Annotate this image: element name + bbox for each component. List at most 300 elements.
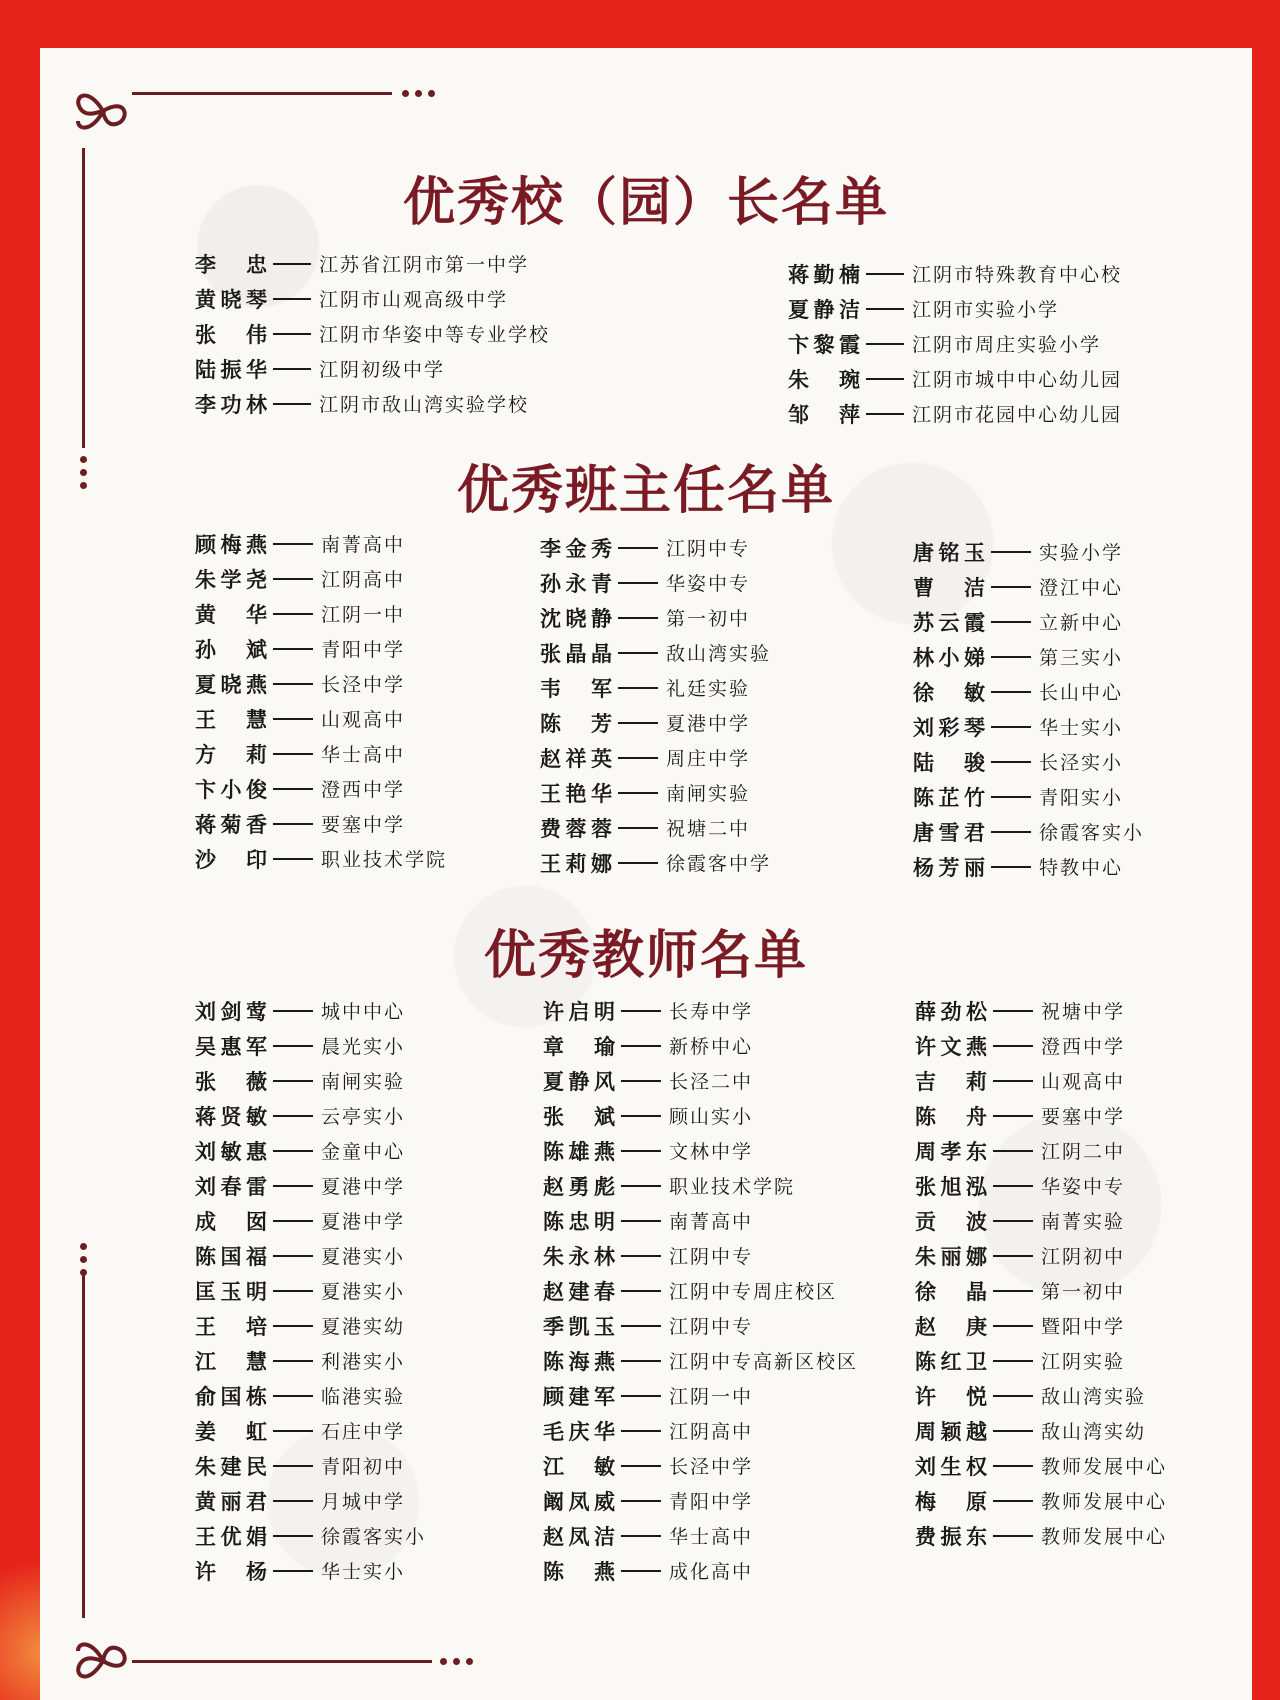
list-item (543, 1483, 858, 1518)
person-name: 王 培 (195, 1314, 267, 1339)
person-name: 朱 琬 (788, 367, 860, 392)
list-item (915, 1378, 1167, 1413)
school-name: 云亭实小 (321, 1106, 406, 1128)
school-name: 江阴初级中学 (319, 359, 446, 381)
em-dash-separator (866, 308, 904, 310)
bottom-rule (132, 1660, 432, 1663)
list-item (913, 534, 1144, 569)
em-dash-separator (621, 1290, 661, 1292)
person-name: 许启明 (543, 999, 615, 1024)
teachers-column-3 (915, 993, 1167, 1553)
school-name: 祝塘二中 (666, 818, 751, 840)
em-dash-separator (991, 621, 1031, 623)
list-item (915, 1203, 1167, 1238)
person-name: 赵勇彪 (543, 1174, 615, 1199)
person-name: 费蓉蓉 (540, 816, 612, 841)
list-item (195, 1063, 426, 1098)
list-item (915, 993, 1167, 1028)
em-dash-separator (866, 343, 904, 345)
school-name: 江苏省江阴市第一中学 (319, 254, 530, 276)
person-name: 张 斌 (543, 1104, 615, 1129)
school-name: 暨阳中学 (1041, 1316, 1126, 1338)
school-name: 立新中心 (1039, 612, 1124, 634)
list-item (543, 1553, 858, 1588)
em-dash-separator (273, 263, 311, 265)
school-name: 江阴中专周庄校区 (669, 1281, 838, 1303)
school-name: 青阳中学 (669, 1491, 754, 1513)
list-item (543, 1448, 858, 1483)
list-item (195, 1518, 426, 1553)
em-dash-separator (273, 403, 311, 405)
em-dash-separator (621, 1220, 661, 1222)
em-dash-separator (991, 831, 1031, 833)
school-name: 江阴二中 (1041, 1141, 1126, 1163)
school-name: 夏港实小 (321, 1281, 406, 1303)
em-dash-separator (621, 1535, 661, 1537)
person-name: 陈雄燕 (543, 1139, 615, 1164)
school-name: 城中中心 (321, 1001, 406, 1023)
em-dash-separator (993, 1535, 1033, 1537)
school-name: 夏港实幼 (321, 1316, 406, 1338)
person-name: 陈忠明 (543, 1209, 615, 1234)
school-name: 澄西中学 (321, 779, 406, 801)
person-name: 沈晓静 (540, 606, 612, 631)
person-name: 成 囡 (195, 1209, 267, 1234)
em-dash-separator (618, 722, 658, 724)
list-item (195, 806, 447, 841)
person-name: 李 忠 (195, 252, 267, 277)
flourish-bottom-left-icon (68, 1626, 138, 1696)
list-item (195, 1238, 426, 1273)
em-dash-separator (993, 1115, 1033, 1117)
em-dash-separator (618, 757, 658, 759)
person-name: 顾建军 (543, 1384, 615, 1409)
em-dash-separator (621, 1465, 661, 1467)
person-name: 韦 军 (540, 676, 612, 701)
school-name: 教师发展中心 (1041, 1526, 1168, 1548)
em-dash-separator (273, 1465, 313, 1467)
person-name: 蒋勤楠 (788, 262, 860, 287)
list-item (543, 1098, 858, 1133)
person-name: 曹 洁 (913, 575, 985, 600)
person-name: 阚凤威 (543, 1489, 615, 1514)
school-name: 教师发展中心 (1041, 1456, 1168, 1478)
top-rule (132, 92, 392, 95)
school-name: 教师发展中心 (1041, 1491, 1168, 1513)
school-name: 江阴中专高新区校区 (669, 1351, 859, 1373)
em-dash-separator (273, 1185, 313, 1187)
em-dash-separator (618, 862, 658, 864)
list-item (788, 396, 1122, 431)
school-name: 江阴实验 (1041, 1351, 1126, 1373)
list-item (195, 841, 447, 876)
em-dash-separator (273, 1220, 313, 1222)
list-item (543, 1133, 858, 1168)
person-name: 王艳华 (540, 781, 612, 806)
em-dash-separator (991, 866, 1031, 868)
school-name: 江阴市周庄实验小学 (912, 334, 1102, 356)
list-item (543, 1378, 858, 1413)
person-name: 章 瑜 (543, 1034, 615, 1059)
list-item (543, 1028, 858, 1063)
em-dash-separator (621, 1500, 661, 1502)
list-item (195, 1448, 426, 1483)
school-name: 南菁高中 (669, 1211, 754, 1233)
school-name: 华士高中 (321, 744, 406, 766)
bottom-rule-dots (440, 1658, 473, 1665)
list-item (915, 1483, 1167, 1518)
list-item (913, 674, 1144, 709)
person-name: 匡玉明 (195, 1279, 267, 1304)
list-item (915, 1308, 1167, 1343)
school-name: 长泾二中 (669, 1071, 754, 1093)
em-dash-separator (273, 648, 313, 650)
list-item (915, 1028, 1167, 1063)
em-dash-separator (618, 792, 658, 794)
person-name: 陈海燕 (543, 1349, 615, 1374)
list-item (540, 670, 771, 705)
list-item (915, 1273, 1167, 1308)
em-dash-separator (273, 1115, 313, 1117)
school-name: 澄西中学 (1041, 1036, 1126, 1058)
list-item (540, 530, 771, 565)
person-name: 吴惠军 (195, 1034, 267, 1059)
list-item (540, 810, 771, 845)
principals-right-column (788, 256, 1122, 431)
list-item (543, 1063, 858, 1098)
school-name: 南菁高中 (321, 534, 406, 556)
person-name: 顾梅燕 (195, 532, 267, 557)
person-name: 周孝东 (915, 1139, 987, 1164)
list-item (540, 635, 771, 670)
em-dash-separator (273, 1255, 313, 1257)
list-item (195, 596, 447, 631)
list-item (913, 569, 1144, 604)
person-name: 孙永青 (540, 571, 612, 596)
person-name: 李功林 (195, 392, 267, 417)
person-name: 王莉娜 (540, 851, 612, 876)
school-name: 第一初中 (666, 608, 751, 630)
school-name: 敌山湾实验 (666, 643, 772, 665)
list-item (195, 1098, 426, 1133)
school-name: 山观高中 (321, 709, 406, 731)
person-name: 刘生权 (915, 1454, 987, 1479)
person-name: 卞黎霞 (788, 332, 860, 357)
list-item (195, 561, 447, 596)
em-dash-separator (991, 551, 1031, 553)
em-dash-separator (621, 1360, 661, 1362)
school-name: 华士高中 (669, 1526, 754, 1548)
person-name: 江 敏 (543, 1454, 615, 1479)
em-dash-separator (993, 1010, 1033, 1012)
em-dash-separator (273, 1360, 313, 1362)
school-name: 江阴高中 (669, 1421, 754, 1443)
school-name: 长山中心 (1039, 682, 1124, 704)
school-name: 临港实验 (321, 1386, 406, 1408)
em-dash-separator (273, 368, 311, 370)
person-name: 朱建民 (195, 1454, 267, 1479)
school-name: 江阴市城中中心幼儿园 (912, 369, 1123, 391)
em-dash-separator (273, 1535, 313, 1537)
list-item (540, 845, 771, 880)
em-dash-separator (993, 1360, 1033, 1362)
person-name: 吉 莉 (915, 1069, 987, 1094)
em-dash-separator (993, 1255, 1033, 1257)
person-name: 黄丽君 (195, 1489, 267, 1514)
list-item (913, 604, 1144, 639)
em-dash-separator (621, 1430, 661, 1432)
class-teachers-title: 优秀班主任名单 (456, 460, 835, 521)
person-name: 卞小俊 (195, 777, 267, 802)
em-dash-separator (621, 1185, 661, 1187)
person-name: 孙 斌 (195, 637, 267, 662)
school-name: 夏港中学 (321, 1176, 406, 1198)
person-name: 蒋贤敏 (195, 1104, 267, 1129)
list-item (195, 351, 550, 386)
list-item (195, 281, 550, 316)
list-item (915, 1063, 1167, 1098)
em-dash-separator (273, 1430, 313, 1432)
em-dash-separator (273, 613, 313, 615)
list-item (915, 1238, 1167, 1273)
school-name: 江阴市华姿中等专业学校 (319, 324, 551, 346)
person-name: 王 慧 (195, 707, 267, 732)
school-name: 南闸实验 (666, 783, 751, 805)
school-name: 南菁实验 (1041, 1211, 1126, 1233)
em-dash-separator (273, 543, 313, 545)
person-name: 方 莉 (195, 742, 267, 767)
person-name: 徐 敏 (913, 680, 985, 705)
em-dash-separator (273, 823, 313, 825)
person-name: 薛劲松 (915, 999, 987, 1024)
em-dash-separator (273, 1395, 313, 1397)
person-name: 朱学尧 (195, 567, 267, 592)
list-item (195, 771, 447, 806)
school-name: 成化高中 (669, 1561, 754, 1583)
person-name: 李金秀 (540, 536, 612, 561)
list-item (195, 631, 447, 666)
list-item (195, 1483, 426, 1518)
list-item (195, 1273, 426, 1308)
school-name: 长泾实小 (1039, 752, 1124, 774)
school-name: 月城中学 (321, 1491, 406, 1513)
em-dash-separator (273, 1080, 313, 1082)
school-name: 江阴中专 (666, 538, 751, 560)
school-name: 夏港中学 (321, 1211, 406, 1233)
school-name: 利港实小 (321, 1351, 406, 1373)
class-teachers-column-2 (540, 530, 771, 880)
list-item (913, 639, 1144, 674)
list-item (543, 1518, 858, 1553)
school-name: 实验小学 (1039, 542, 1124, 564)
em-dash-separator (993, 1395, 1033, 1397)
list-item (195, 1133, 426, 1168)
em-dash-separator (618, 652, 658, 654)
em-dash-separator (993, 1045, 1033, 1047)
school-name: 江阴市山观高级中学 (319, 289, 509, 311)
left-rule-bottom (82, 1273, 85, 1618)
em-dash-separator (273, 578, 313, 580)
em-dash-separator (866, 378, 904, 380)
person-name: 刘彩琴 (913, 715, 985, 740)
person-name: 赵 庚 (915, 1314, 987, 1339)
person-name: 陈芷竹 (913, 785, 985, 810)
em-dash-separator (991, 761, 1031, 763)
list-item (915, 1168, 1167, 1203)
em-dash-separator (993, 1290, 1033, 1292)
document-page (40, 48, 1252, 1700)
list-item (543, 1308, 858, 1343)
school-name: 江阴中专 (669, 1246, 754, 1268)
person-name: 张晶晶 (540, 641, 612, 666)
school-name: 江阴初中 (1041, 1246, 1126, 1268)
school-name: 华士实小 (1039, 717, 1124, 739)
em-dash-separator (621, 1150, 661, 1152)
person-name: 陈 芳 (540, 711, 612, 736)
list-item (915, 1133, 1167, 1168)
em-dash-separator (621, 1010, 661, 1012)
school-name: 徐霞客中学 (666, 853, 772, 875)
em-dash-separator (621, 1080, 661, 1082)
list-item (913, 779, 1144, 814)
list-item (195, 666, 447, 701)
list-item (195, 1308, 426, 1343)
person-name: 蒋菊香 (195, 812, 267, 837)
em-dash-separator (993, 1150, 1033, 1152)
school-name: 华姿中专 (666, 573, 751, 595)
em-dash-separator (621, 1325, 661, 1327)
em-dash-separator (618, 547, 658, 549)
person-name: 许 悦 (915, 1384, 987, 1409)
list-item (195, 736, 447, 771)
em-dash-separator (621, 1115, 661, 1117)
em-dash-separator (991, 796, 1031, 798)
list-item (195, 246, 550, 281)
em-dash-separator (993, 1325, 1033, 1327)
school-name: 南闸实验 (321, 1071, 406, 1093)
list-item (543, 1413, 858, 1448)
school-name: 江阴中专 (669, 1316, 754, 1338)
list-item (540, 565, 771, 600)
school-name: 江阴市特殊教育中心校 (912, 264, 1123, 286)
school-name: 祝塘中学 (1041, 1001, 1126, 1023)
person-name: 夏静风 (543, 1069, 615, 1094)
school-name: 周庄中学 (666, 748, 751, 770)
person-name: 夏静洁 (788, 297, 860, 322)
school-name: 江阴高中 (321, 569, 406, 591)
school-name: 江阴一中 (669, 1386, 754, 1408)
person-name: 朱丽娜 (915, 1244, 987, 1269)
teachers-title: 优秀教师名单 (483, 925, 808, 986)
list-item (195, 993, 426, 1028)
person-name: 林小娣 (913, 645, 985, 670)
flourish-top-left-icon (68, 76, 138, 146)
em-dash-separator (273, 718, 313, 720)
person-name: 梅 原 (915, 1489, 987, 1514)
person-name: 赵祥英 (540, 746, 612, 771)
em-dash-separator (621, 1395, 661, 1397)
list-item (195, 1203, 426, 1238)
school-name: 要塞中学 (321, 814, 406, 836)
school-name: 华士实小 (321, 1561, 406, 1583)
em-dash-separator (273, 298, 311, 300)
em-dash-separator (991, 726, 1031, 728)
person-name: 许文燕 (915, 1034, 987, 1059)
em-dash-separator (991, 691, 1031, 693)
person-name: 陈 燕 (543, 1559, 615, 1584)
em-dash-separator (993, 1500, 1033, 1502)
em-dash-separator (273, 333, 311, 335)
person-name: 俞国栋 (195, 1384, 267, 1409)
school-name: 石庄中学 (321, 1421, 406, 1443)
em-dash-separator (866, 413, 904, 415)
list-item (543, 1343, 858, 1378)
person-name: 周颖越 (915, 1419, 987, 1444)
school-name: 新桥中心 (669, 1036, 754, 1058)
em-dash-separator (993, 1220, 1033, 1222)
list-item (913, 744, 1144, 779)
list-item (543, 993, 858, 1028)
school-name: 澄江中心 (1039, 577, 1124, 599)
em-dash-separator (273, 1045, 313, 1047)
school-name: 职业技术学院 (669, 1176, 796, 1198)
list-item (195, 1553, 426, 1588)
person-name: 陈红卫 (915, 1349, 987, 1374)
em-dash-separator (993, 1185, 1033, 1187)
em-dash-separator (866, 273, 904, 275)
school-name: 顾山实小 (669, 1106, 754, 1128)
person-name: 张 薇 (195, 1069, 267, 1094)
school-name: 江阴市实验小学 (912, 299, 1060, 321)
school-name: 青阳中学 (321, 639, 406, 661)
class-teachers-column-1 (195, 526, 447, 876)
list-item (195, 526, 447, 561)
person-name: 赵建春 (543, 1279, 615, 1304)
list-item (195, 316, 550, 351)
school-name: 第三实小 (1039, 647, 1124, 669)
list-item (543, 1273, 858, 1308)
school-name: 徐霞客实小 (1039, 822, 1145, 844)
list-item (195, 1413, 426, 1448)
school-name: 金童中心 (321, 1141, 406, 1163)
principals-title: 优秀校（园）长名单 (402, 172, 889, 233)
person-name: 陈 舟 (915, 1104, 987, 1129)
school-name: 晨光实小 (321, 1036, 406, 1058)
person-name: 夏晓燕 (195, 672, 267, 697)
person-name: 邹 萍 (788, 402, 860, 427)
em-dash-separator (618, 827, 658, 829)
list-item (195, 1028, 426, 1063)
person-name: 唐雪君 (913, 820, 985, 845)
em-dash-separator (621, 1255, 661, 1257)
person-name: 刘敏惠 (195, 1139, 267, 1164)
left-rule-bottom-dots (80, 1243, 87, 1276)
school-name: 要塞中学 (1041, 1106, 1126, 1128)
em-dash-separator (273, 788, 313, 790)
em-dash-separator (993, 1465, 1033, 1467)
em-dash-separator (618, 617, 658, 619)
em-dash-separator (273, 753, 313, 755)
person-name: 苏云霞 (913, 610, 985, 635)
person-name: 许 杨 (195, 1559, 267, 1584)
list-item (913, 709, 1144, 744)
em-dash-separator (273, 1325, 313, 1327)
list-item (540, 775, 771, 810)
person-name: 徐 晶 (915, 1279, 987, 1304)
top-rule-dots (402, 90, 435, 97)
person-name: 贡 波 (915, 1209, 987, 1234)
school-name: 华姿中专 (1041, 1176, 1126, 1198)
